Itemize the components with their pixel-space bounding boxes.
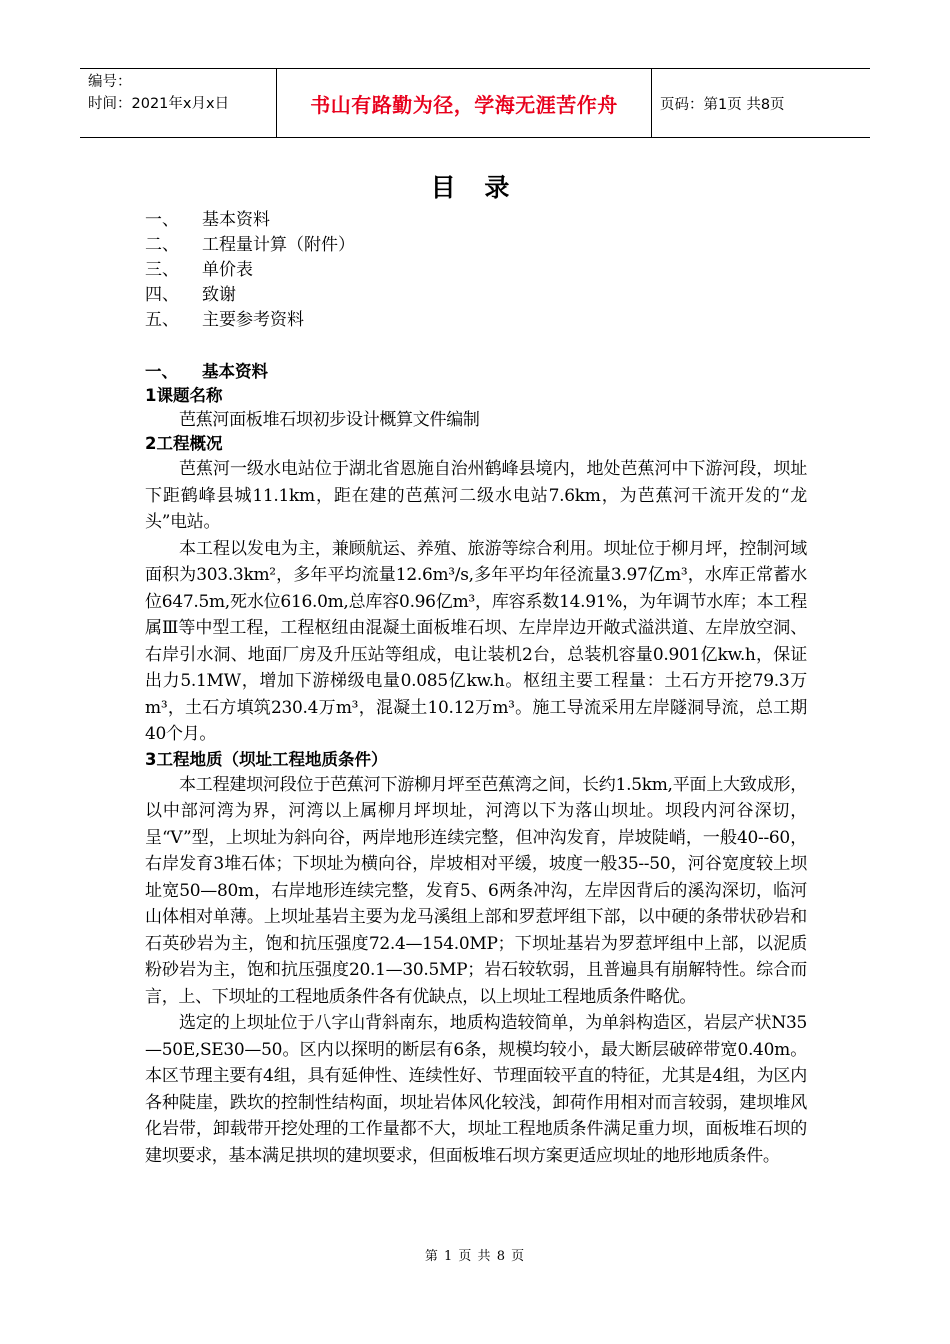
toc-item-number: 四、 (145, 285, 179, 305)
subsection-heading: 2工程概况 (145, 434, 223, 453)
toc-item[interactable] (145, 283, 355, 308)
paragraph: 芭蕉河面板堆石坝初步设计概算文件编制 (179, 410, 480, 430)
toc-item[interactable] (145, 233, 355, 258)
toc-item[interactable] (145, 308, 355, 333)
paragraph: 本工程以发电为主，兼顾航运、养殖、旅游等综合利用。坝址位于柳月坪，控制河域面积为303.3km²，多年平均流量12.6m³/s,多年平均年径流量3.97亿m³，水库正常蓄水位647.5m,死水位616.0m,总库容0.96亿m³，库容系数14.91%，为年调节水库；本工程属Ⅲ等中型工程，工程枢纽由混凝土面板堆石坝、左岸岸边开敞式溢洪道、左岸放空洞、右岸引水洞、地面厂房及升压站等组成，电让装机2台，总装机容量0.901亿kw.h，保证出力5.1MW，增加下游梯级电量0.085亿kw.h。枢纽主要工程量：土石方开挖79.3万m³，土石方填筑230.4万m³，混凝土10.12万m³。施工导流采用左岸隧洞导流，总工期40个月。 (145, 538, 807, 744)
toc-item[interactable] (145, 208, 355, 233)
header-page-info: 页码：第1页 共8页 (660, 96, 785, 113)
header-code-label: 编号： (88, 74, 132, 90)
toc-item-number: 二、 (145, 235, 179, 255)
paragraph: 本工程建坝河段位于芭蕉河下游柳月坪至芭蕉湾之间，长约1.5km,平面上大致成形，以中部河湾为界，河湾以上属柳月坪坝址，河湾以下为落山坝址。坝段内河谷深切，呈“V”型，上坝址为斜向谷，两岸地形连续完整，但冲沟发育，岸坡陡峭，一般40--60，右岸发育3堆石体；下坝址为横向谷，岸坡相对平缓，坡度一般35--50，河谷宽度较上坝址宽50—80m，右岸地形连续完整，发育5、6两条冲沟，左岸因背后的溪沟深切，临河山体相对单薄。上坝址基岩主要为龙马溪组上部和罗惹坪组下部，以中硬的条带状砂岩和石英砂岩为主，饱和抗压强度72.4—154.0MP；下坝址基岩为罗惹坪组中上部，以泥质粉砂岩为主，饱和抗压强度20.1—30.5MP；岩石较软弱，且普遍具有崩解特性。综合而言，上、下坝址的工程地质条件各有优缺点，以上坝址工程地质条件略优。 (145, 774, 807, 1007)
toc-item-number: 三、 (145, 260, 179, 280)
toc-item[interactable] (145, 258, 355, 283)
toc-item-label: 单价表 (202, 260, 253, 280)
toc-item-label: 致谢 (202, 285, 236, 305)
section-heading (145, 360, 807, 384)
toc-item-label: 工程量计算（附件） (202, 235, 355, 255)
section-number: 一、 (145, 362, 178, 381)
table-of-contents (145, 208, 355, 333)
page-header (80, 68, 870, 138)
header-date-label: 时间：2021年x月x日 (88, 96, 230, 112)
document-body (145, 360, 807, 1169)
subsection-heading: 1课题名称 (145, 386, 223, 405)
toc-item-number: 一、 (145, 210, 179, 230)
header-motto: 书山有路勤为径，学海无涯苦作舟 (276, 69, 652, 137)
toc-item-number: 五、 (145, 310, 179, 330)
paragraph: 选定的上坝址位于八字山背斜南东，地质构造较简单，为单斜构造区，岩层产状N35—50E,SE30—50。区内以探明的断层有6条，规模均较小，最大断层破碎带宽0.40m。本区节理主要有4组，具有延伸性、连续性好、节理面较平直的特征，尤其是4组，为区内各种陡崖，跌坎的控制性结构面，坝址岩体风化较浅，卸荷作用相对而言较弱，建坝堆风化岩带，卸载带开挖处理的工作量都不大，坝址工程地质条件满足重力坝，面板堆石坝的建坝要求，基本满足拱坝的建坝要求，但面板堆石坝方案更适应坝址的地形地质条件。 (145, 1013, 807, 1166)
header-meta (80, 69, 276, 137)
toc-title: 目 录 (430, 173, 520, 202)
subsection-heading: 3工程地质（坝址工程地质条件） (145, 749, 388, 769)
page-footer: 第 1 页 共 8 页 (424, 1249, 526, 1264)
toc-item-label: 主要参考资料 (202, 310, 304, 330)
paragraph: 芭蕉河一级水电站位于湖北省恩施自治州鹤峰县境内，地处芭蕉河中下游河段，坝址下距鹤峰县城11.1km，距在建的芭蕉河二级水电站7.6km，为芭蕉河干流开发的“龙头”电站。 (145, 459, 807, 532)
section-title: 基本资料 (202, 362, 268, 381)
toc-item-label: 基本资料 (202, 210, 270, 230)
